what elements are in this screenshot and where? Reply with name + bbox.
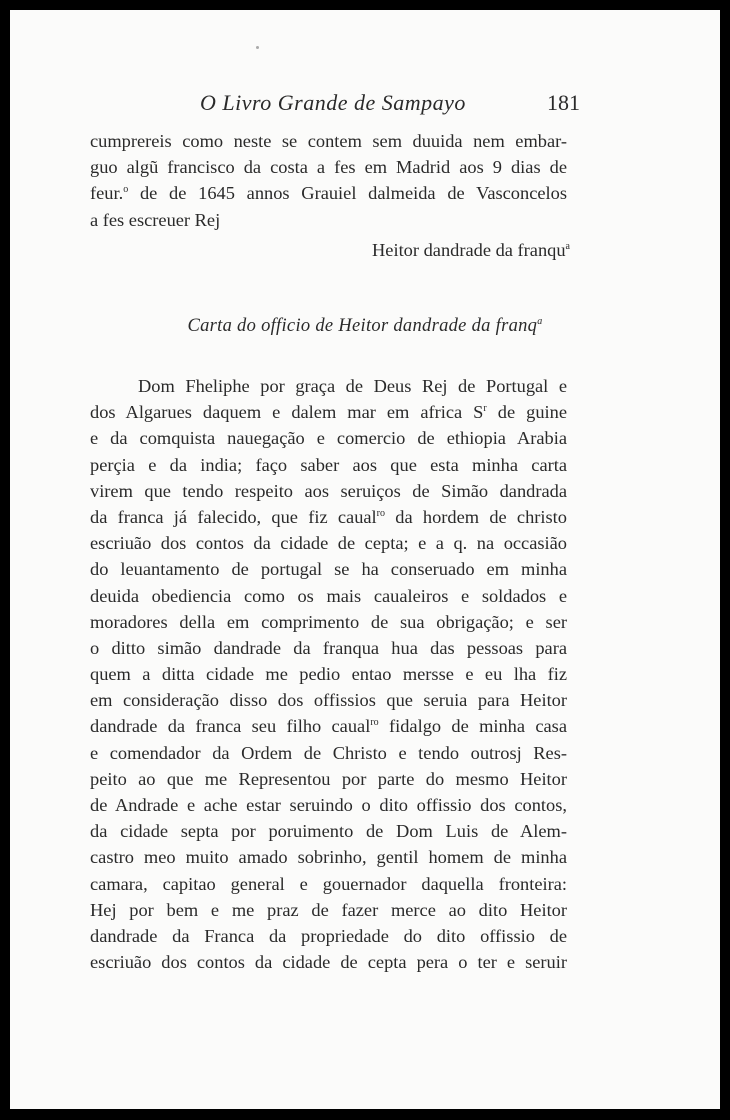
- text-line: perçia e da india; faço saber aos que esta minha carta: [90, 454, 567, 475]
- text-line: Dom Fheliphe por graça de Deus Rej de Portugal e: [138, 376, 567, 396]
- text-line: guo algũ francisco da costa a fes em Madrid aos 9 dias de: [90, 157, 567, 178]
- section-heading: Carta do officio de Heitor dandrade da franq$^a$: [187, 316, 543, 336]
- text-line: a fes escreuer Rej: [90, 209, 221, 230]
- text-line: escriuão dos contos da cidade de cepta pera o ter e seruir: [90, 952, 567, 973]
- text-line: camara, capitao general e gouernador daquella fronteira:: [90, 873, 567, 894]
- text-line: da cidade septa por poruimento de Dom Luis de Alem-: [90, 821, 567, 842]
- text-line: e da comquista nauegação e comercio de ethiopia Arabia: [90, 428, 567, 449]
- text-line: Hej por bem e me praz de fazer merce ao dito Heitor: [90, 899, 567, 920]
- text-line: em consideração disso dos offissios que seruia para Heitor: [90, 690, 567, 711]
- text-line: castro meo muito amado sobrinho, gentil homem de minha: [90, 847, 567, 868]
- book-page: [10, 10, 720, 1109]
- text-line: moradores della em comprimento de sua obrigação; e ser: [90, 611, 567, 632]
- text-line: dandrade da Franca da propriedade do dito offissio de: [90, 925, 567, 946]
- page-number: 181: [547, 90, 580, 115]
- letter-paragraph: [90, 373, 567, 975]
- text-line: peito ao que me Representou por parte do mesmo Heitor: [90, 768, 567, 789]
- continued-paragraph: [90, 128, 567, 233]
- text-line: quem a ditta cidade me pedio entao mersse e eu lha fiz: [90, 664, 567, 685]
- running-title: O Livro Grande de Sampayo: [200, 90, 466, 115]
- text-line: e comendador da Ordem de Christo e tendo outrosj Res-: [90, 742, 567, 763]
- text-line: deuida obediencia como os mais caualeiros e soldados e: [90, 585, 567, 606]
- text-line: feur.$^o$ de de 1645 annos Grauiel dalmeida de Vasconcelos: [90, 183, 567, 204]
- text-line: o ditto simão dandrade da franqua hua das pessoas para: [90, 637, 567, 658]
- text-line: da franca já falecido, que fiz caual$^{ro}$ da hordem de christo: [90, 506, 567, 527]
- text-line: virem que tendo respeito aos seruiços de Simão dandrada: [90, 480, 567, 501]
- text-line: cumprereis como neste se contem sem duuida nem embar-: [90, 131, 567, 151]
- page-header: [10, 90, 720, 124]
- text-line: de Andrade e ache estar seruindo o dito offissio dos contos,: [90, 795, 567, 815]
- text-line: do leuantamento de portugal se ha conseruado em minha: [90, 559, 567, 580]
- page-speck: [256, 46, 259, 49]
- text-line: escriuão dos contos da cidade de cepta; e a q. na occasião: [90, 533, 567, 554]
- signature-line: Heitor dandrade da franqu$^a$: [372, 240, 570, 260]
- text-line: dos Algarues daquem e dalem mar em africa $S^r$ de guine: [90, 402, 567, 423]
- text-line: dandrade da franca seu filho caual$^{ro}$ fidalgo de minha casa: [90, 716, 567, 737]
